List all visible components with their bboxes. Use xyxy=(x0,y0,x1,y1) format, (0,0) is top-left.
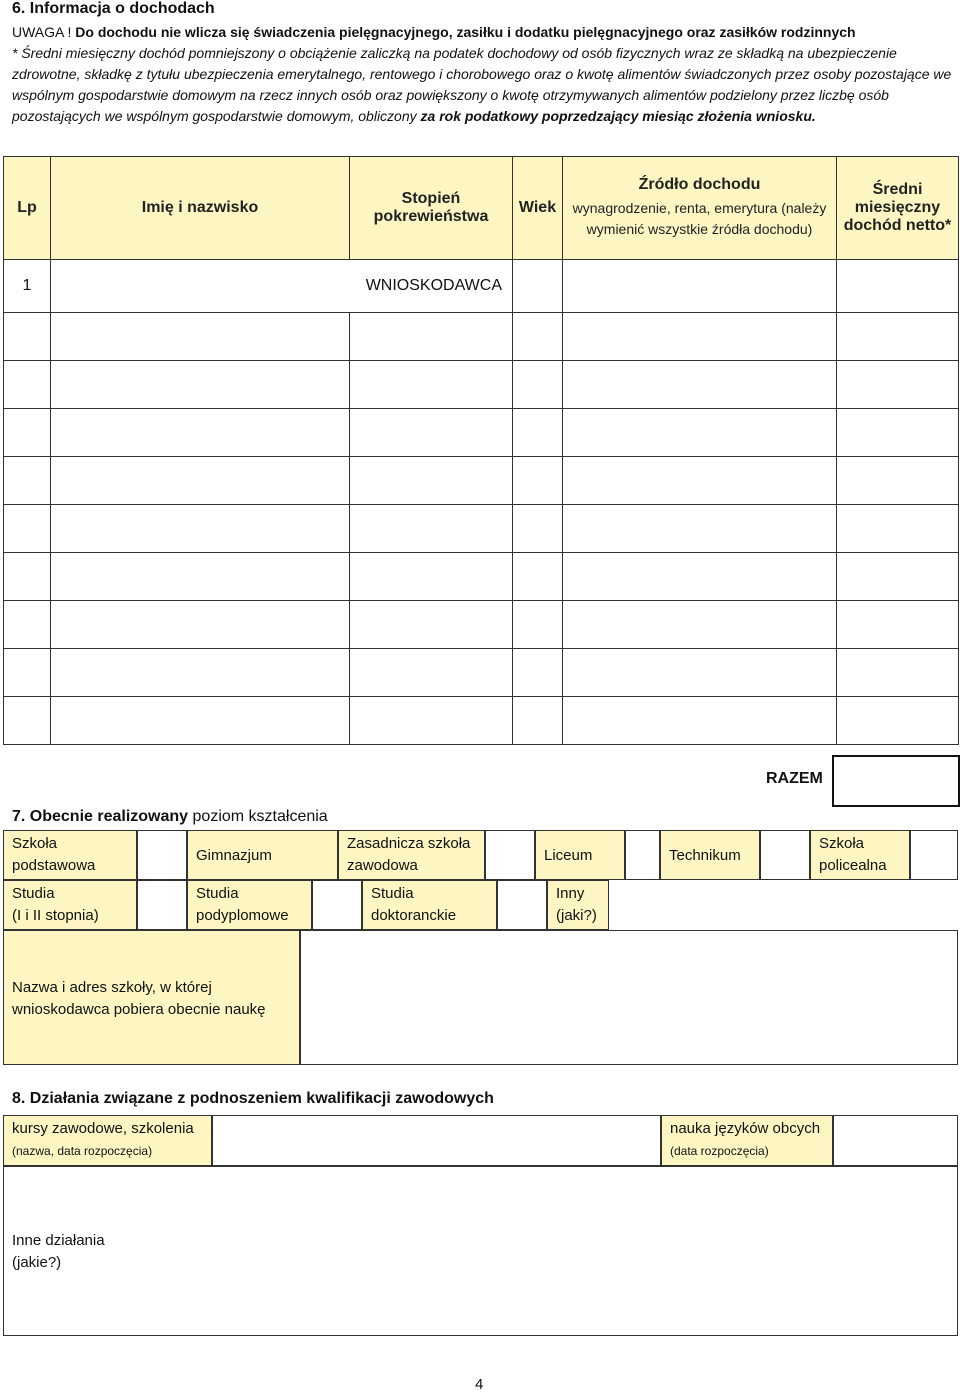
warning-text: Do dochodu nie wlicza się świadczenia pielęgnacyjnego, zasiłku i dodatku pielęgnacyjnego oraz zasiłków rodzinnych xyxy=(75,24,856,40)
table-row xyxy=(4,601,959,649)
section-7-title-bold: 7. Obecnie realizowany xyxy=(12,808,189,825)
section-6-title: 6. Informacja o dochodach xyxy=(12,0,215,17)
total-label: RAZEM xyxy=(766,770,823,787)
level-postgraduate-checkbox[interactable] xyxy=(312,880,362,930)
level-lyceum-label xyxy=(535,830,625,880)
school-name-field[interactable] xyxy=(300,930,958,1065)
row-age-cell[interactable] xyxy=(513,313,563,361)
courses-sub: (nazwa, data rozpoczęcia) xyxy=(12,1144,153,1158)
row-relation-cell[interactable] xyxy=(350,505,513,553)
other-activities-label xyxy=(12,1230,105,1274)
table-row xyxy=(4,313,959,361)
courses-text: kursy zawodowe, szkolenia xyxy=(12,1120,194,1137)
level-vocational-checkbox[interactable] xyxy=(485,830,535,880)
other-activities-text: Inne działania xyxy=(12,1232,105,1249)
level-gymnasium-text: Gimnazjum xyxy=(196,847,272,864)
row-source-cell[interactable] xyxy=(563,313,837,361)
level-post-secondary-text: Szkoła policealna xyxy=(819,835,887,874)
income-warning xyxy=(12,22,956,127)
level-technical-label xyxy=(660,830,760,880)
row-age-cell[interactable] xyxy=(513,361,563,409)
level-lyceum-text: Liceum xyxy=(544,847,593,864)
level-post-secondary-label xyxy=(810,830,910,880)
row-source-cell[interactable] xyxy=(563,505,837,553)
row-source-cell[interactable] xyxy=(563,697,837,745)
row-age-cell[interactable] xyxy=(513,649,563,697)
row-name-cell[interactable] xyxy=(51,649,350,697)
row-source-cell[interactable] xyxy=(563,409,837,457)
level-technical-text: Technikum xyxy=(669,847,741,864)
col-header-income: Średni miesięczny dochód netto* xyxy=(837,157,959,260)
table-row xyxy=(4,553,959,601)
row-name-cell[interactable] xyxy=(51,505,350,553)
row-name-cell[interactable] xyxy=(51,553,350,601)
level-technical-checkbox[interactable] xyxy=(760,830,810,880)
row-income-cell[interactable] xyxy=(837,505,959,553)
level-doctoral-checkbox[interactable] xyxy=(497,880,547,930)
table-row xyxy=(4,409,959,457)
warning-prefix: UWAGA ! xyxy=(12,24,76,40)
source-subtitle: wynagrodzenie, renta, emerytura (należy wymienić wszystkie źródła dochodu) xyxy=(572,200,827,237)
income-footnote-bold: za rok podatkowy poprzedzający miesiąc złożenia wniosku. xyxy=(420,108,816,124)
row-relation-cell[interactable] xyxy=(350,601,513,649)
row-lp-cell[interactable] xyxy=(4,649,51,697)
row-relation-cell[interactable] xyxy=(350,361,513,409)
row-lp-cell[interactable] xyxy=(4,313,51,361)
row-age-cell[interactable] xyxy=(513,697,563,745)
row-income-cell[interactable] xyxy=(837,361,959,409)
table-row xyxy=(4,697,959,745)
row-age-cell[interactable] xyxy=(513,601,563,649)
level-other-sub: (jaki?) xyxy=(556,907,597,924)
col-header-name: Imię i nazwisko xyxy=(51,157,350,260)
row-name-cell[interactable] xyxy=(51,361,350,409)
row-lp: 1 xyxy=(4,260,51,313)
row-name-cell[interactable] xyxy=(51,313,350,361)
table-row xyxy=(4,260,959,313)
row-income-cell[interactable] xyxy=(837,457,959,505)
row-lp-cell[interactable] xyxy=(4,601,51,649)
languages-text: nauka języków obcych xyxy=(670,1120,821,1137)
level-other-label xyxy=(547,880,609,930)
other-activities-field[interactable] xyxy=(3,1166,958,1336)
section-7-title-rest: poziom kształcenia xyxy=(188,808,328,825)
level-postgraduate-text: Studia podyplomowe xyxy=(196,885,289,924)
level-doctoral-label xyxy=(362,880,497,930)
row-age-cell[interactable] xyxy=(513,553,563,601)
level-lyceum-checkbox[interactable] xyxy=(625,830,660,880)
row-income-cell[interactable] xyxy=(837,313,959,361)
table-row xyxy=(4,361,959,409)
level-gymnasium-label xyxy=(187,830,338,880)
income-footnote: * Średni miesięczny dochód pomniejszony o obciążenie zaliczką na podatek dochodowy od osób fizycznych wraz ze składką na ubezpieczenie zdrowotne, składkę z tytułu ubezpieczenia emerytalnego, rentowego i chorobowego oraz o kwotę alimentów świadczonych przez osoby pozostające we wspólnym gospodarstwie domowym na rzecz innych osób oraz powiększony o kwotę otrzymywanych alimentów podzielony przez liczbę osób pozostających we wspólnym gospodarstwie domowym, obliczony xyxy=(12,45,952,124)
row-relation: WNIOSKODAWCA xyxy=(51,260,513,313)
languages-label xyxy=(661,1115,833,1166)
row-income-cell[interactable] xyxy=(837,601,959,649)
other-activities-sub: (jakie?) xyxy=(12,1254,62,1271)
row-income-cell[interactable] xyxy=(837,409,959,457)
col-header-relation: Stopień pokrewieństwa xyxy=(350,157,513,260)
section-7-title xyxy=(12,808,328,826)
school-name-label xyxy=(3,930,300,1065)
col-header-age: Wiek xyxy=(513,157,563,260)
row-income-cell[interactable] xyxy=(837,553,959,601)
level-studies-text: Studia xyxy=(12,885,55,902)
table-row xyxy=(4,457,959,505)
languages-field[interactable] xyxy=(833,1115,958,1166)
row-age-cell[interactable] xyxy=(513,457,563,505)
row-relation-cell[interactable] xyxy=(350,313,513,361)
col-header-source xyxy=(563,157,837,260)
level-other-input[interactable] xyxy=(609,880,958,930)
row-lp-cell[interactable] xyxy=(4,505,51,553)
section-8-title: 8. Działania związane z podnoszeniem kwalifikacji zawodowych xyxy=(12,1090,494,1107)
row-source-cell[interactable] xyxy=(563,260,837,313)
school-name-text: Nazwa i adres szkoły, w której wnioskodawca pobiera obecnie naukę xyxy=(12,978,266,1018)
row-relation-cell[interactable] xyxy=(350,409,513,457)
level-other-text: Inny xyxy=(556,885,585,902)
row-name-cell[interactable] xyxy=(51,601,350,649)
level-studies-label xyxy=(3,880,137,930)
row-source-cell[interactable] xyxy=(563,457,837,505)
total-income-field[interactable] xyxy=(832,755,960,807)
col-header-lp: Lp xyxy=(4,157,51,260)
row-relation-cell[interactable] xyxy=(350,553,513,601)
level-primary-label xyxy=(3,830,137,880)
row-income-cell[interactable] xyxy=(837,260,959,313)
source-title: Źródło dochodu xyxy=(638,176,761,193)
row-name-cell[interactable] xyxy=(51,409,350,457)
level-doctoral-text: Studia doktoranckie xyxy=(371,885,457,924)
level-vocational-label xyxy=(338,830,485,880)
table-row xyxy=(4,505,959,553)
row-age-cell[interactable] xyxy=(513,409,563,457)
level-vocational-text: Zasadnicza szkoła zawodowa xyxy=(347,835,471,874)
level-postgraduate-label xyxy=(187,880,312,930)
row-source-cell[interactable] xyxy=(563,361,837,409)
level-post-secondary-checkbox[interactable] xyxy=(910,830,958,880)
row-relation-cell[interactable] xyxy=(350,649,513,697)
row-relation-cell[interactable] xyxy=(350,457,513,505)
row-source-cell[interactable] xyxy=(563,553,837,601)
row-lp-cell[interactable] xyxy=(4,361,51,409)
income-table-header xyxy=(4,157,959,260)
table-row xyxy=(4,649,959,697)
income-table xyxy=(3,156,959,745)
row-name-cell[interactable] xyxy=(51,457,350,505)
row-source-cell[interactable] xyxy=(563,601,837,649)
level-studies-sub: (I i II stopnia) xyxy=(12,907,99,924)
level-primary-text: Szkoła podstawowa xyxy=(12,835,96,874)
row-age-cell[interactable] xyxy=(513,505,563,553)
row-name-cell[interactable] xyxy=(51,697,350,745)
courses-field[interactable] xyxy=(212,1115,661,1166)
row-income-cell[interactable] xyxy=(837,649,959,697)
page-number: 4 xyxy=(475,1376,484,1393)
row-relation-cell[interactable] xyxy=(350,697,513,745)
row-lp-cell[interactable] xyxy=(4,553,51,601)
level-primary-checkbox[interactable] xyxy=(137,830,187,880)
courses-label xyxy=(3,1115,212,1166)
row-lp-cell[interactable] xyxy=(4,697,51,745)
languages-sub: (data rozpoczęcia) xyxy=(670,1144,769,1158)
row-source-cell[interactable] xyxy=(563,649,837,697)
row-income-cell[interactable] xyxy=(837,697,959,745)
level-studies-checkbox[interactable] xyxy=(137,880,187,930)
row-age-cell[interactable] xyxy=(513,260,563,313)
row-lp-cell[interactable] xyxy=(4,409,51,457)
row-lp-cell[interactable] xyxy=(4,457,51,505)
